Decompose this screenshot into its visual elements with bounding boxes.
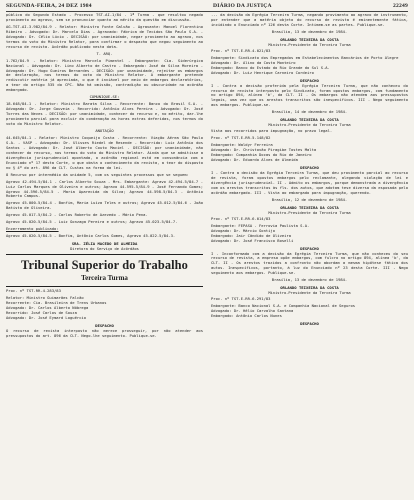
parties-block: Embargante: Waldyr Ferreira Advogado: Dr. Christovão Piragibe Tostes Malta Embargado: Companhia Docas do Rio de Janeiro Advogado: Dr. Eduardo Alves de Almeida <box>211 142 317 163</box>
signature-role: Ministro-Presidente da Terceira Turma <box>268 210 351 215</box>
right-column <box>211 12 411 498</box>
section-label: T. ARQ. <box>96 50 113 56</box>
date-line: Brasília, 12 de dezembro de 1984. <box>271 196 348 202</box>
text-block: Agravo 45.020-5/84-5 - Bonfim, Antônio Carlos Gomes, Agravo 45.022-5/84-3. <box>6 233 176 239</box>
section-label: COMUNIQUE-SE: <box>89 94 120 100</box>
signature-name: SRA. ZÉLIA MACEDO DE ALMEIDA <box>71 241 138 247</box>
text-block: Agravo 42.494-5/84-1 - Carlos Alberto Souza - Mrs. Embargante: Agravo 42.494-5/84-7 - Luiz Carlos Marques de Oliveira e outros; Agravo 44.595-5/84-9 - José Fernando Gomes; Agravo 44.596-5/84-5 - Maria Aparecida da Silva; Agravo 44.598-5/84-3 - Antônio Roberto Campos. <box>6 178 206 199</box>
date-line: Brasília, 13 de dezembro de 1984. <box>271 277 348 283</box>
text-block: Vista aos recorridos para impugnação, no prazo legal. <box>211 128 333 134</box>
text-block: AG-TST-AI-3.982/84-9 - Relator: Ministro Fonte Galvão - Agravante: Manoel Florentino Ribeiro - Advogado: Dr. Marcelo Dias - Agravado: Fábrica de Tecidos São Paulo S.A. - Advogado: Dr. Célio Lúcio - DECISÃO: por unanimidade, negar provimento ao agravo, nos termos do voto do Ministro Relator, para confirmar o despacho que negou seguimento ao recurso de revista. Acórdão publicado nesta data. <box>6 23 206 49</box>
signature-role: Ministro-Presidente da Terceira Turma <box>268 291 351 296</box>
two-column-body <box>6 12 411 498</box>
court-title: Tribunal Superior do Trabalho <box>21 258 188 273</box>
text-block: I - Inconformado com a decisão da Egrégia Terceira Turma, que não conheceu do seu recurso de revista, a empresa opõe embargos, com fulcro no artigo 894, alínea 'b', da CLT. II - Os arestos trazidos a confronto não abordam a mesma hipótese fática dos autos. Inespecíficos, portanto, à luz do Enunciado nº 23 desta Corte. III - Nego seguimento aos embargos. Publique-se. <box>211 250 411 276</box>
parties-block: Embargante: Banco Nacional S.A. e Companhia Nacional de Seguros Advogado: Dr. Hélio Carvalho Santana Embargado: Antônio Carlos Nunes <box>211 303 356 319</box>
section-label: ANOTAÇÃO <box>95 128 114 134</box>
parties-block: Embargante: Sindicato dos Empregados em Estabelecimentos Bancários de Porto Alegre Advogado: Dr. Alino da Costa Monteiro Embargado: Banco do Estado do Rio Grande do Sul S.A. Advogado: Dr. Luiz Henrique Carneiro Cordeiro <box>211 54 399 75</box>
text-block: Agravo 45.020-5/84-5 - Luiz Gonzaga Pereira e outros; Agravo 45.023-5/84-7. <box>6 219 178 225</box>
text-block: 1.762/84-9 - Relator: Ministro Marcelo Pimentel - Embargante: Cia. Siderúrgica Nacional - Advogado: Dr. Lino Alberto de Castro - Embargado: José da Silva Moreira - Advogado: Dr. Hugo Gueiros Bernardes - DECISÃO: por unanimidade, rejeitar os embargos de declaração, nos termos do voto do Ministro Relator. A embargante pretende rediscutir matéria já apreciada, o que é inviável por meio de embargos declaratórios, a teor do artigo 535 do CPC. Não há omissão, contradição ou obscuridade no acórdão embargado. <box>6 57 206 93</box>
despacho-heading: DESPACHO <box>300 165 319 171</box>
parties-block: Embargante: FEPASA - Ferrovia Paulista S.A. Advogado: Dr. Márcio Gontijo Embargado: Jair Cândido de Oliveira Advogado: Dr. José Francisco Boselli <box>211 222 310 243</box>
text-block: I - Contra a decisão proferida pela Egrégia Terceira Turma, que não conheceu do recurso de revista interposto pelo Sindicato, foram opostos embargos, com fundamento no artigo 894, alínea 'b', da CLT. II - Os embargos não atendem aos pressupostos legais, uma vez que os arestos transcritos são inespecíficos. III - Nego seguimento aos embargos. Publique-se. <box>211 82 411 108</box>
despacho-heading: DESPACHO <box>300 77 319 83</box>
process-number: Proc. nº TST-E-RR-5.148/82 <box>211 135 271 141</box>
process-number: Proc. nº TST-E-RR-6.014/83 <box>211 215 271 221</box>
signature-role: Diretora do Serviço de Acórdãos <box>70 247 139 252</box>
signature-name: ORLANDO TEIXEIRA DA COSTA <box>280 117 339 123</box>
text-block: O recurso de revista interposto não merece prosseguir, por não atender aos pressupostos do art. 896 da CLT. Nego-lhe seguimento. Publique-se. <box>6 327 206 338</box>
process-number: Proc. nº TST-E-RR-6.291/83 <box>211 296 271 302</box>
header-publication: DIÁRIO DA JUSTIÇA <box>212 3 272 9</box>
date-line: Brasília, 14 de dezembro de 1984. <box>271 109 348 115</box>
signature-role: Ministro-Presidente da Terceira Turma <box>268 123 351 128</box>
header-date: SEGUNDA-FEIRA, 24 DEZ 1984 <box>6 3 92 9</box>
signature-name: ORLANDO TEIXEIRA DA COSTA <box>280 285 339 291</box>
parties-block: Relator: Ministro Guimarães Falcão Recorrente: Cia. Brasileira de Trens Urbanos Advogado: Dr. Carlos Alberto Nóbrega Recorrido: José Carlos de Souza Advogado: Dr. José Eymard Loguércio <box>6 295 107 320</box>
text-block: 8 Recurso por intermédio da unidade 5, com os seguintes processos que se seguem: <box>6 171 189 177</box>
text-block: I - Contra a decisão da Egrégia Terceira Turma, que deu provimento parcial ao recurso de revista, foram opostos embargos pelo reclamante, alegando violação de lei e divergência jurisprudencial. II - Admito os embargos, porque demonstrada a divergência com os arestos transcritos às fls. dos autos, que adotam tese diversa da esposada pelo acórdão embargado. III - Vista ao embargado para impugnação, querendo. <box>211 170 411 195</box>
process-number: Proc. nº TST-E-RR-4.021/83 <box>211 47 271 53</box>
left-column <box>6 12 206 498</box>
signature-name: ORLANDO TEIXEIRA DA COSTA <box>280 36 339 42</box>
process-number: Proc. nº TST-RR-4.283/83 <box>6 288 61 294</box>
despacho-heading: DESPACHO <box>300 245 319 251</box>
section-label: Encerramento publicado: <box>6 226 59 232</box>
text-block: pública do Segundo Estado - Processo TST-AI-1/84 - 1ª Turma - que resultou negado provimento ao agravo, sem se pronunciar quanto ao mérito da questão em discussão. <box>6 12 206 22</box>
despacho-heading: DESPACHO <box>300 321 319 327</box>
text-block: 44.645/84-1 - Relator: Ministro Coqueijo Costa - Recorrente: Viação Aérea São Paulo S.A. - VASP - Advogado: Dr. Ulisses Riedel de Resende - Recorrido: Luiz Antônio dos Santos - Advogado: Dr. José Alberto Couto Maciel - DECISÃO: por unanimidade, não conhecer do recurso, nos termos do voto do Ministro Relator. Ainda que se admitisse a divergência jurisprudencial apontada, o acórdão regional está em consonância com o Enunciado nº 17 desta Corte, o que obsta o conhecimento da revista, a teor do disposto no § 4º do art. 896 da CLT. Custas na forma da lei. <box>6 134 206 170</box>
signature-role: Ministro-Presidente da Terceira Turma <box>268 42 351 47</box>
header-page-number: 22249 <box>393 3 408 9</box>
text-block: Agravo 45.017-5/84-2 - Carlos Roberto de Azevedo - Mário Pena. <box>6 212 148 218</box>
page-header <box>6 3 408 12</box>
court-turma: Terceira Turma <box>81 274 128 283</box>
text-block: ... da decisão da Egrégia Terceira Turma, negando provimento ao agravo de instrumento, por entender que a matéria objeto do recurso de revista é eminentemente fática, incidindo o Enunciado nº 126 desta Corte. Intimem-se as partes. Publique-se. <box>211 12 411 27</box>
despacho-heading: DESPACHO <box>95 322 114 328</box>
date-line: Brasília, 13 de dezembro de 1984. <box>271 28 348 34</box>
court-section-banner <box>6 254 203 287</box>
text-block: Agravo 45.000-5/84-4 - Bonfim, Maria Luíza Teles e outros; Agravo 45.012-5/84-6 - João Batista de Oliveira. <box>6 200 206 211</box>
signature-name: ORLANDO TEIXEIRA DA COSTA <box>280 204 339 210</box>
text-block: 18.648/84-1 - Relator: Ministro Barata Silva - Recorrente: Banco do Brasil S.A. - Advogado: Dr. Jorge Gouveia - Recorrido: Antônio Alves Pereira - Advogado: Dr. José Torres das Neves - DECISÃO: por unanimidade, conhecer do recurso e, no mérito, dar-lhe provimento parcial para excluir da condenação as horas extras deferidas, nos termos do voto do Ministro Relator. <box>6 101 206 127</box>
